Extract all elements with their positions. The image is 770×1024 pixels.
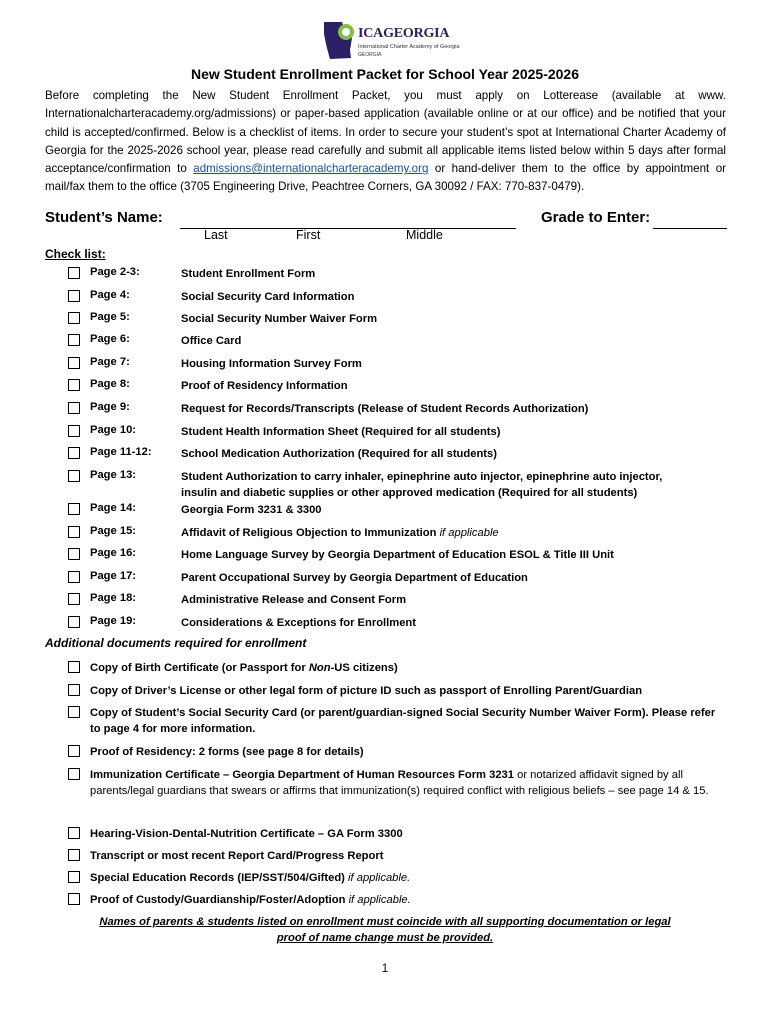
item-desc: Proof of Residency Information xyxy=(181,380,348,392)
page-number: 1 xyxy=(381,963,389,975)
student-name-row xyxy=(45,209,735,233)
item-desc: Office Card xyxy=(181,335,242,347)
checklist-heading: Check list: xyxy=(45,247,106,261)
item-page: Page 13: xyxy=(90,469,137,481)
checkbox[interactable] xyxy=(68,827,80,839)
item-desc: Housing Information Survey Form xyxy=(181,358,362,370)
checkbox[interactable] xyxy=(68,684,80,696)
middle-name-caption: Middle xyxy=(406,228,443,242)
item-page: Page 11-12: xyxy=(90,446,152,458)
additional-item-text: Hearing-Vision-Dental-Nutrition Certificate – GA Form 3300 xyxy=(90,828,403,840)
checkbox[interactable] xyxy=(68,706,80,718)
intro-text-1: Before completing the New Student Enrollment Packet, you must apply on Lotterease (available at www. Internationalcharteracademy.org/admissions) or paper-based application (available online or at our office) and be notified that your child is accepted/confirmed. Below is a checklist of items. In order to secure your student’s spot at International Charter Academy of Georgia for the 2025-2026 school year, please read carefully and submit all applicable items listed below within 5 days after formal acceptance/confirmation to xyxy=(45,89,726,176)
checkbox[interactable] xyxy=(68,312,80,324)
item-page: Page 5: xyxy=(90,311,130,323)
checkbox[interactable] xyxy=(68,548,80,560)
checkbox[interactable] xyxy=(68,470,80,482)
footer-note: Names of parents & students listed on enrollment must coincide with all supporting documentation or legal proof of name change must be provided. xyxy=(99,916,671,944)
grade-label: Grade to Enter: xyxy=(541,209,651,226)
checkbox[interactable] xyxy=(68,849,80,861)
item-desc: Social Security Number Waiver Form xyxy=(181,313,378,325)
item-desc: Considerations & Exceptions for Enrollment xyxy=(181,617,416,629)
checkbox[interactable] xyxy=(68,503,80,515)
first-name-caption: First xyxy=(296,228,321,242)
item-page: Page 14: xyxy=(90,502,137,514)
additional-item-text: Special Education Records (IEP/SST/504/Gifted) if applicable. xyxy=(90,872,411,884)
checkbox[interactable] xyxy=(68,357,80,369)
item-page: Page 16: xyxy=(90,547,137,559)
student-name-label: Student’s Name: xyxy=(45,209,163,226)
page-title: New Student Enrollment Packet for School Year 2025-2026 xyxy=(191,66,579,82)
checkbox[interactable] xyxy=(68,425,80,437)
item-page: Page 9: xyxy=(90,401,130,413)
checkbox[interactable] xyxy=(68,893,80,905)
additional-item-text: Proof of Residency: 2 forms (see page 8 for details) xyxy=(90,746,364,758)
item-desc: Georgia Form 3231 & 3300 xyxy=(181,504,322,516)
last-name-caption: Last xyxy=(204,228,228,242)
item-desc: Home Language Survey by Georgia Department of Education ESOL & Title III Unit xyxy=(181,549,614,561)
additional-item-text: Copy of Student’s Social Security Card (or parent/guardian-signed Social Security Number Waiver Form). Please refer to page 4 for more information. xyxy=(90,707,716,736)
logo-tagline-2: GEORGIA xyxy=(358,52,382,58)
logo-brand-text: ICAGEORGIA xyxy=(358,26,450,41)
item-page: Page 8: xyxy=(90,378,130,390)
additional-item-text: Transcript or most recent Report Card/Progress Report xyxy=(90,850,384,862)
item-page: Page 18: xyxy=(90,592,137,604)
checkbox[interactable] xyxy=(68,768,80,780)
checkbox[interactable] xyxy=(68,745,80,757)
checkbox[interactable] xyxy=(68,267,80,279)
item-desc: Student Health Information Sheet (Required for all students) xyxy=(181,426,501,438)
school-logo xyxy=(318,20,458,62)
georgia-map-logo-icon xyxy=(322,20,354,60)
checkbox[interactable] xyxy=(68,571,80,583)
item-page: Page 15: xyxy=(90,525,137,537)
additional-item-text: Immunization Certificate – Georgia Department of Human Resources Form 3231 or notarized affidavit signed by all parents/legal guardians that swears or affirms that immunization(s) required conflict with religious beliefs – see page 14 & 15. xyxy=(90,769,709,798)
checkbox[interactable] xyxy=(68,661,80,673)
intro-paragraph xyxy=(45,87,726,197)
item-desc: School Medication Authorization (Required for all students) xyxy=(181,448,497,460)
checkbox[interactable] xyxy=(68,334,80,346)
checkbox[interactable] xyxy=(68,593,80,605)
checkbox[interactable] xyxy=(68,616,80,628)
item-page: Page 19: xyxy=(90,615,137,627)
item-desc: Parent Occupational Survey by Georgia Department of Education xyxy=(181,572,528,584)
additional-item-text: Copy of Birth Certificate (or Passport for Non-US citizens) xyxy=(90,662,398,674)
item-page: Page 2-3: xyxy=(90,266,140,278)
checkbox[interactable] xyxy=(68,379,80,391)
item-desc: Affidavit of Religious Objection to Immunization if applicable xyxy=(181,527,499,539)
intro-text-2: or hand-deliver them to the office by appointment or mail/fax them to the office (3705 Engineering Drive, Peachtree Corners, GA 30092 / FAX: 770-837-0479). xyxy=(45,162,727,194)
grade-field[interactable] xyxy=(653,228,727,229)
checkbox[interactable] xyxy=(68,290,80,302)
checkbox[interactable] xyxy=(68,526,80,538)
additional-documents-heading: Additional documents required for enrollment xyxy=(45,636,307,650)
checkbox[interactable] xyxy=(68,447,80,459)
item-desc: Student Authorization to carry inhaler, epinephrine auto injector, epinephrine auto injector, insulin and diabetic supplies or other approved medication (Required for all students) xyxy=(181,471,663,499)
checkbox[interactable] xyxy=(68,871,80,883)
item-page: Page 6: xyxy=(90,333,130,345)
item-desc: Student Enrollment Form xyxy=(181,268,316,280)
additional-item-text: Copy of Driver’s License or other legal form of picture ID such as passport of Enrolling Parent/Guardian xyxy=(90,685,643,697)
logo-tagline: International Charter Academy of Georgia xyxy=(358,44,460,50)
item-desc: Request for Records/Transcripts (Release of Student Records Authorization) xyxy=(181,403,589,415)
admissions-email-link[interactable]: admissions@internationalcharteracademy.org xyxy=(193,162,429,176)
item-desc: Administrative Release and Consent Form xyxy=(181,594,407,606)
additional-item-text: Proof of Custody/Guardianship/Foster/Adoption if applicable. xyxy=(90,894,411,906)
item-page: Page 7: xyxy=(90,356,130,368)
item-desc: Social Security Card Information xyxy=(181,291,355,303)
student-name-field[interactable] xyxy=(180,228,516,229)
item-page: Page 10: xyxy=(90,424,137,436)
checkbox[interactable] xyxy=(68,402,80,414)
item-page: Page 17: xyxy=(90,570,137,582)
item-page: Page 4: xyxy=(90,289,130,301)
